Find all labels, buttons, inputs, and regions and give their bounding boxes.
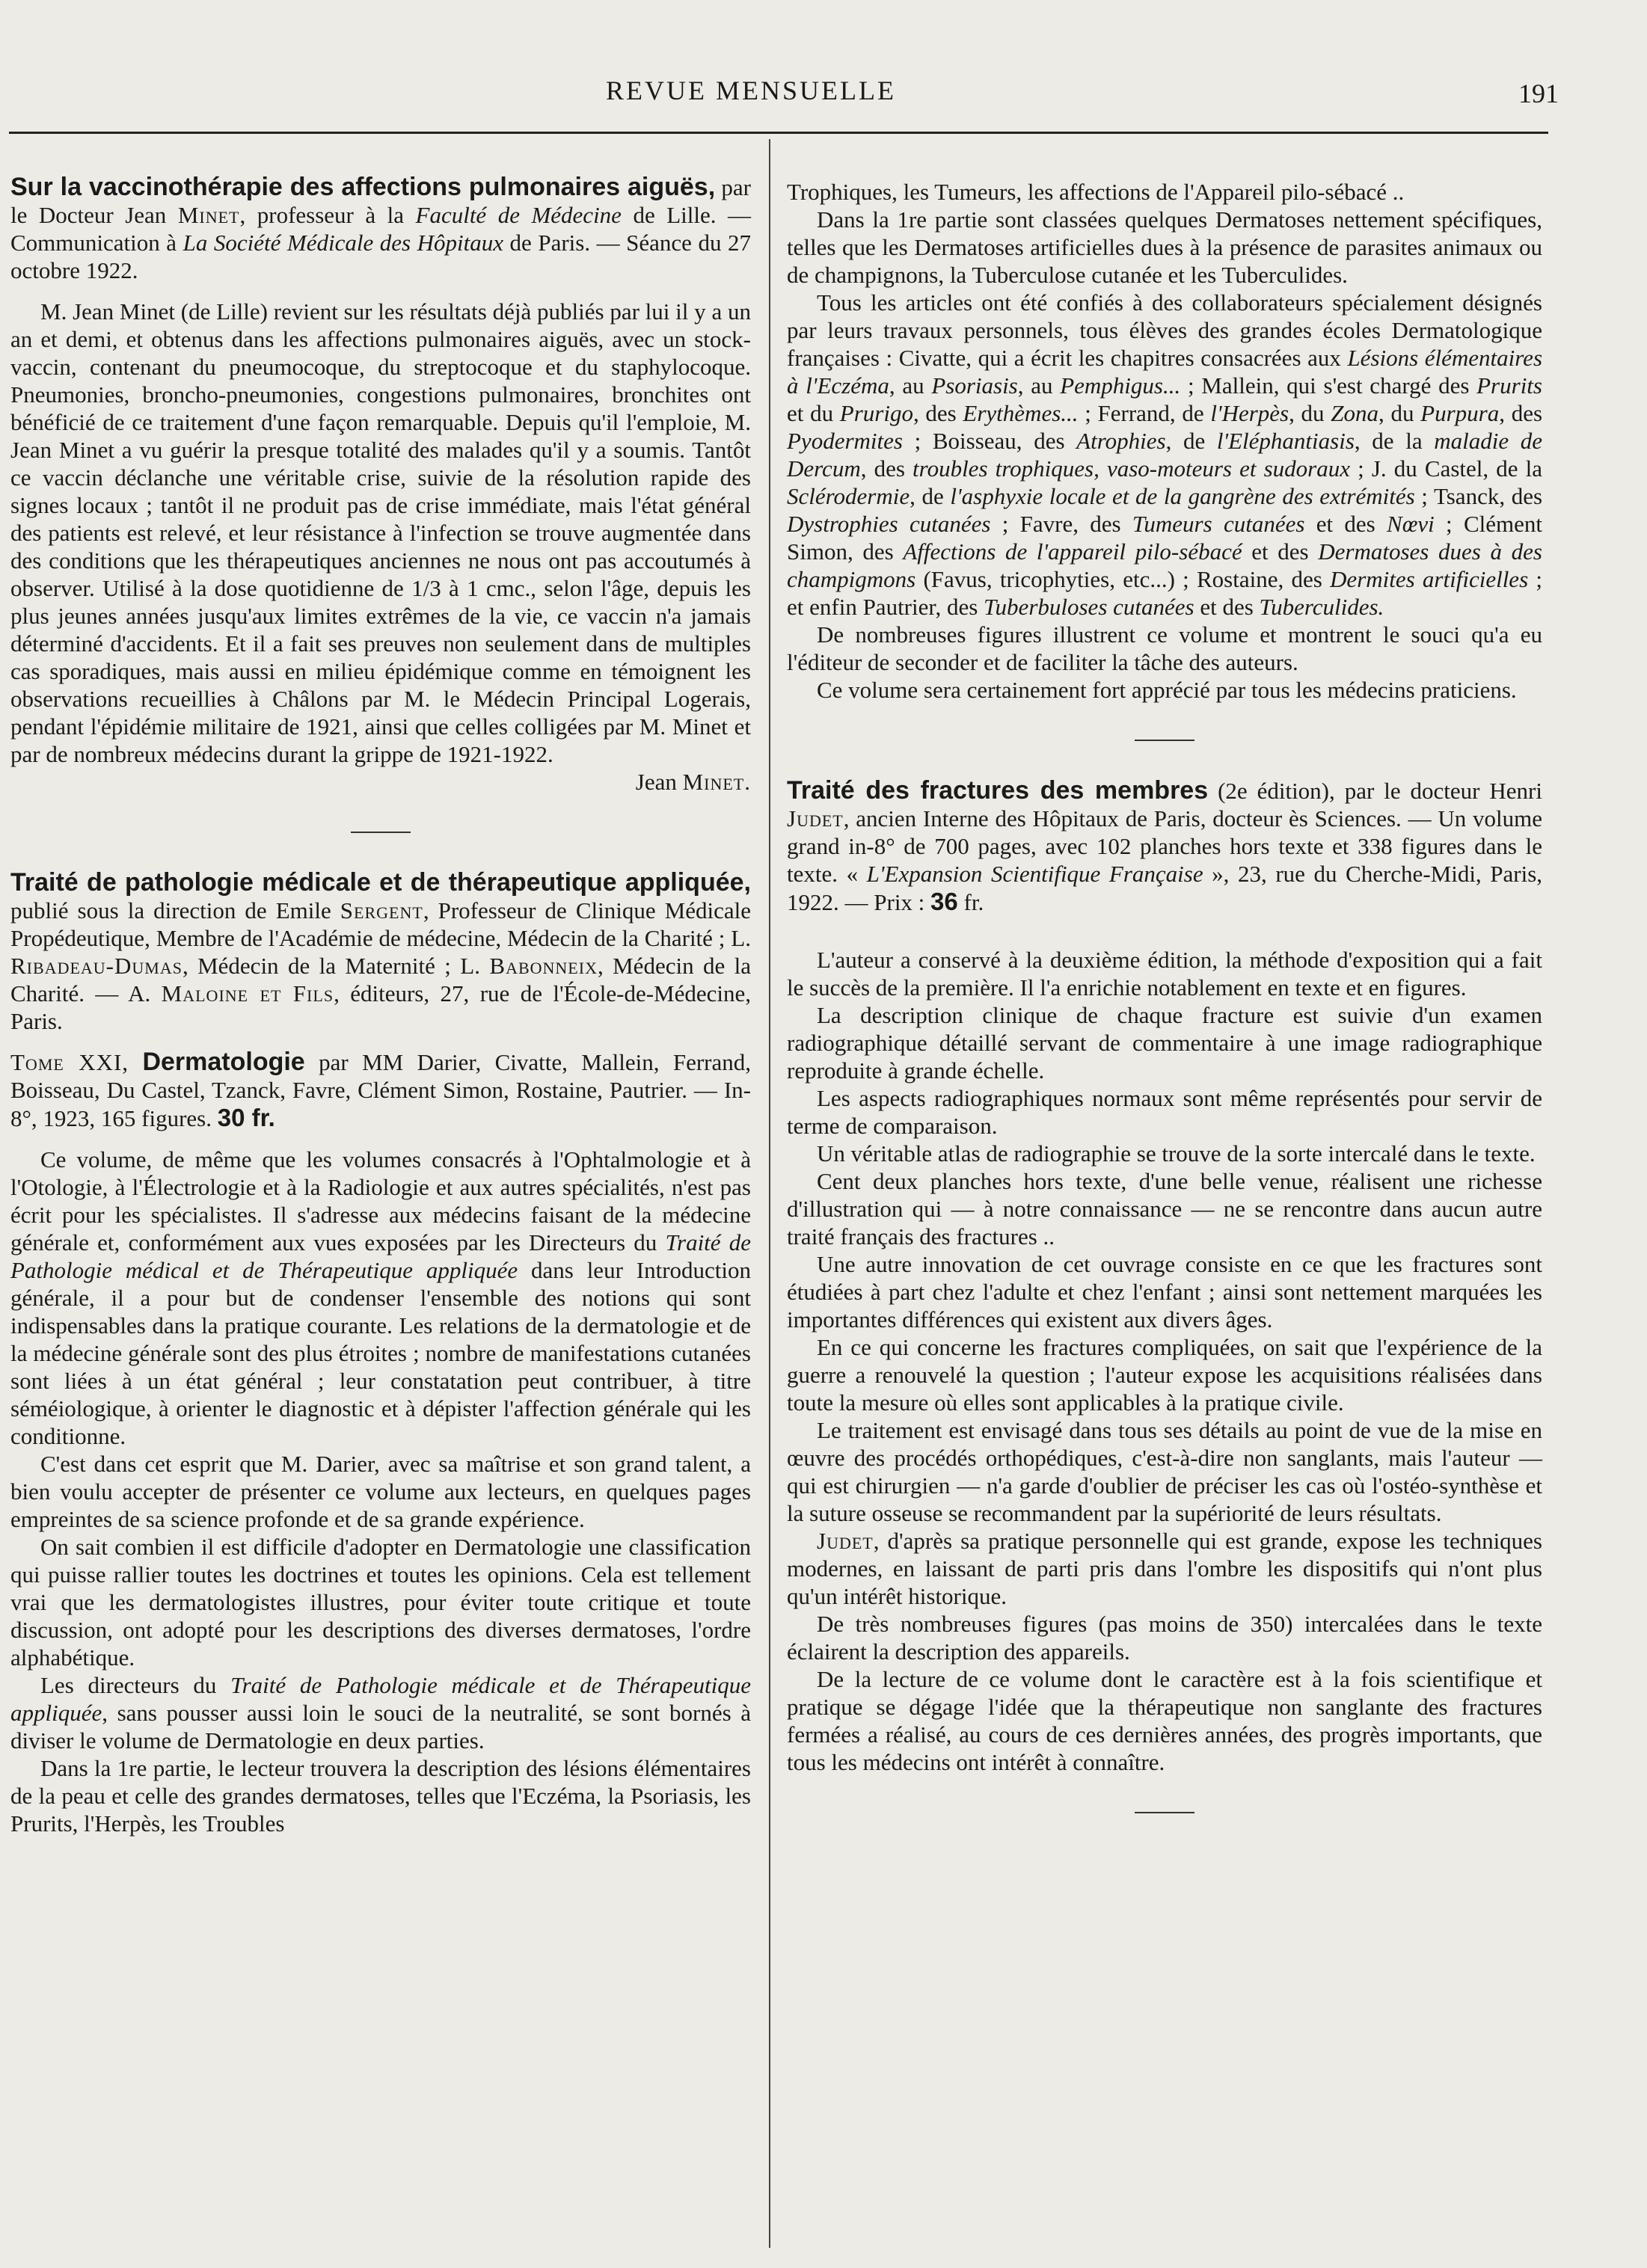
paragraph: De la lecture de ce volume dont le caractère est à la fois scientifique et pratique se dégage l'idée que la thérapeutique non sanglante des fractures fermées a réalisé, au cours de ces dernières années, des progrès importants, que tous les médecins ont intérêt à connaître.	[787, 1666, 1542, 1775]
paragraph: Un véritable atlas de radiographie se trouve de la sorte intercalé dans le texte.	[817, 1140, 1536, 1167]
price: 30 fr.	[217, 1104, 275, 1131]
paragraph: Cent deux planches hors texte, d'une belle venue, réalisent une richesse d'illustration qui — à notre connaissance — ne se rencontre dans aucun autre traité français des fractures ..	[787, 1168, 1542, 1250]
paragraph: Judet, d'après sa pratique personnelle qui est grande, expose les techniques modernes, en laissant de parti pris dans l'ombre les dispositifs qui n'ont plus qu'un intérêt historique.	[787, 1528, 1542, 1609]
page-number: 191	[1518, 79, 1559, 108]
author-name: Judet	[787, 805, 844, 832]
paragraph: De très nombreuses figures (pas moins de 350) intercalées dans le texte éclairent la description des appareils.	[787, 1611, 1542, 1665]
paragraph: Ce volume sera certainement fort apprécié par tous les médecins praticiens.	[817, 677, 1517, 703]
review-title: Sur la vaccinothérapie des affections pulmonaires aiguës,	[10, 173, 716, 201]
right-column	[787, 178, 1542, 1849]
paragraph: L'auteur a conservé à la deuxième édition, la méthode d'exposition qui a fait le succès de la première. Il l'a enrichie notablement en texte et en figures.	[787, 947, 1542, 1001]
author-name: Minet	[177, 202, 240, 228]
paragraph: Trophiques, les Tumeurs, les affections de l'Appareil pilo-sébacé ..	[787, 179, 1405, 205]
review-traite-pathologie	[10, 869, 751, 1837]
tome-heading: Tome XXI, Dermatologie par MM Darier, Civatte, Mallein, Ferrand, Boisseau, Du Castel, Tzanck, Favre, Clément Simon, Rostaine, Pautrier. — In-8°, 1923, 165 figures. 30 fr.	[10, 1048, 752, 1131]
review-traite-fractures	[787, 777, 1542, 1776]
review-heading: Sur la vaccinothérapie des affections pulmonaires aiguës, par le Docteur Jean Minet, professeur à la Faculté de Médecine de Lille. — Communication à La Société Médicale des Hôpitaux de Paris. — Séance du 27 octobre 1922.	[10, 173, 752, 283]
header-rule	[9, 132, 1548, 134]
section-divider	[1135, 740, 1194, 741]
section-divider	[1135, 1812, 1194, 1813]
review-title: Traité des fractures des membres	[787, 776, 1209, 805]
paragraph: On sait combien il est difficile d'adopter en Dermatologie une classification qui puisse rallier toutes les doctrines et toutes les opinions. Cela est tellement vrai que les dermatologistes illustres, pour éviter toute critique et toute discussion, ont adopté pour les descriptions des diverses dermatoses, l'ordre alphabétique.	[10, 1534, 751, 1671]
paragraph: Tous les articles ont été confiés à des collaborateurs spécialement désignés par leurs travaux personnels, tous élèves des grandes écoles Dermatologique françaises : Civatte, qui a écrit les chapitres consacrées aux Lésions élémentaires à l'Eczéma, au Psoriasis, au Pemphigus... ; Mallein, qui s'est chargé des Prurits et du Prurigo, des Erythèmes... ; Ferrand, de l'Herpès, du Zona, du Purpura, des Pyodermites ; Boisseau, des Atrophies, de l'Eléphantiasis, de la maladie de Dercum, des troubles trophiques, vaso-moteurs et sudoraux ; J. du Castel, de la Sclérodermie, de l'asphyxie locale et de la gangrène des extrémités ; Tsanck, des Dystrophies cutanées ; Favre, des Tumeurs cutanées et des Nœvi ; Clément Simon, des Affections de l'appareil pilo-sébacé et des Dermatoses dues à des champigmons (Favus, tricophyties, etc...) ; Rostaine, des Dermites artificielles ; et enfin Pautrier, des Tuberbuloses cutanées et des Tuberculides.	[787, 289, 1543, 620]
review-dermatologie-continued	[787, 178, 1542, 704]
spacer	[787, 929, 1542, 946]
paragraph: Le traitement est envisagé dans tous ses détails au point de vue de la mise en œuvre des procédés orthopédiques, c'est-à-dire non sanglants, mais l'auteur — qui est chirurgien — n'a garde d'oublier de préciser les cas où l'ostéo-synthèse et la suture osseuse se recommandent par la supériorité de leurs résultats.	[787, 1417, 1542, 1526]
running-head	[0, 75, 1647, 120]
column-divider	[769, 139, 770, 2248]
section-divider	[351, 832, 411, 833]
review-heading: Traité de pathologie médicale et de thérapeutique appliquée, publié sous la direction de Emile Sergent, Professeur de Clinique Médicale Propédeutique, Membre de l'Académie de médecine, Médecin de la Charité ; L. Ribadeau-Dumas, Médecin de la Maternité ; L. Babonneix, Médecin de la Charité. — A. Maloine et Fils, éditeurs, 27, rue de l'École-de-Médecine, Paris.	[10, 868, 752, 1034]
paragraph: Les aspects radiographiques normaux sont même représentés pour servir de terme de comparaison.	[787, 1085, 1542, 1139]
price: 36	[930, 888, 958, 915]
paragraph: Ce volume, de même que les volumes consacrés à l'Ophtalmologie et à l'Otologie, à l'Électrologie et à la Radiologie et aux autres spécialités, n'est pas écrit pour les spécialistes. Il s'adresse aux médecins faisant de la médecine générale et, conformément aux vues exposées par les Directeurs du Traité de Pathologie médical et de Thérapeutique appliquée dans leur Introduction générale, il a pour but de condenser l'ensemble des notions qui sont indispensables dans la pratique courante. Les relations de la dermatologie et de la médecine générale sont des plus étroites ; nombre de manifestations cutanées sont liées à un état général ; leur constatation peut contribuer, à titre séméiologique, à orienter le diagnostic et à dépister l'affection générale qui les conditionne.	[10, 1146, 752, 1449]
review-heading: Traité des fractures des membres (2e édition), par le docteur Henri Judet, ancien Interne des Hôpitaux de Paris, docteur ès Sciences. — Un volume grand in-8° de 700 pages, avec 102 planches hors texte et 338 figures dans le texte. « L'Expansion Scientifique Française », 23, rue du Cherche-Midi, Paris, 1922. — Prix : 36 fr.	[787, 776, 1543, 915]
review-signature: Jean Minet.	[635, 769, 751, 795]
review-body: M. Jean Minet (de Lille) revient sur les résultats déjà publiés par lui il y a un an et demi, et obtenus dans les affections pulmonaires aiguës, avec un stock-vaccin, contenant du pneumocoque, du streptocoque et du staphylocoque. Pneumonies, broncho-pneumonies, congestions pulmonaires, bronchites ont bénéficié de ce traitement d'une façon remarquable. Depuis qu'il l'emploie, M. Jean Minet a vu guérir la presque totalité des malades qu'il y a soumis. Tantôt ce vaccin déclanche une véritable crise, suivie de la résolution rapide des signes locaux ; tantôt il ne produit pas de crise immédiate, mais l'état général des patients est relevé, et leur résistance à l'infection se trouve augmentée dans des conditions que les thérapeutiques anciennes ne nous ont pas accoutumés à observer. Utilisé à la dose quotidienne de 1/3 à 1 cmc., selon l'âge, depuis les plus jeunes années jusqu'aux limites extrêmes de la vie, ce vaccin n'a jamais déterminé d'accidents. Et il a fait ses preuves non seulement dans de multiples cas sporadiques, mais aussi en milieu épidémique comme en témoignent les observations recueillies à Châlons par M. le Médecin Principal Logerais, pendant l'épidémie militaire de 1921, ainsi que celles colligées par M. Minet et par de nombreux médecins durant la grippe de 1921-1922.	[10, 298, 751, 767]
paragraph: De nombreuses figures illustrent ce volume et montrent le souci qu'a eu l'éditeur de seconder et de faciliter la tâche des auteurs.	[787, 621, 1542, 675]
tome-title: Dermatologie	[142, 1048, 305, 1076]
paragraph: Les directeurs du Traité de Pathologie médicale et de Thérapeutique appliquée, sans pousser aussi loin le souci de la neutralité, se sont bornés à diviser le volume de Dermatologie en deux parties.	[10, 1672, 751, 1754]
review-vaccinotherapie	[10, 173, 751, 796]
running-title: REVUE MENSUELLE	[606, 76, 896, 105]
paragraph: C'est dans cet esprit que M. Darier, avec sa maîtrise et son grand talent, a bien voulu accepter de présenter ce volume aux lecteurs, en quelques pages empreintes de sa science profonde et de sa grande expérience.	[10, 1451, 751, 1532]
paragraph: Dans la 1re partie, le lecteur trouvera la description des lésions élémentaires de la peau et celle des grandes dermatoses, telles que l'Eczéma, la Psoriasis, les Prurits, l'Herpès, les Troubles	[10, 1755, 751, 1837]
paragraph: Une autre innovation de cet ouvrage consiste en ce que les fractures sont étudiées à part chez l'adulte et chez l'enfant ; ainsi sont nettement marquées les importantes différences qui existent aux divers âges.	[787, 1251, 1542, 1333]
paragraph: La description clinique de chaque fracture est suivie d'un examen radiographique détaillé servant de commentaire à une image radiographique reproduite à grande échelle.	[787, 1002, 1542, 1084]
paragraph: En ce qui concerne les fractures compliquées, on sait que l'expérience de la guerre a renouvelé la question ; l'auteur expose les acquisitions réalisées dans toute la mesure où elles sont applicables à la pratique civile.	[787, 1334, 1542, 1416]
paragraph: Dans la 1re partie sont classées quelques Dermatoses nettement spécifiques, telles que les Dermatoses artificielles dues à la présence de parasites animaux ou de champignons, la Tuberculose cutanée et les Tuberculides.	[787, 206, 1542, 288]
left-column	[10, 173, 751, 1837]
review-title: Traité de pathologie médicale et de thérapeutique appliquée,	[10, 868, 751, 897]
